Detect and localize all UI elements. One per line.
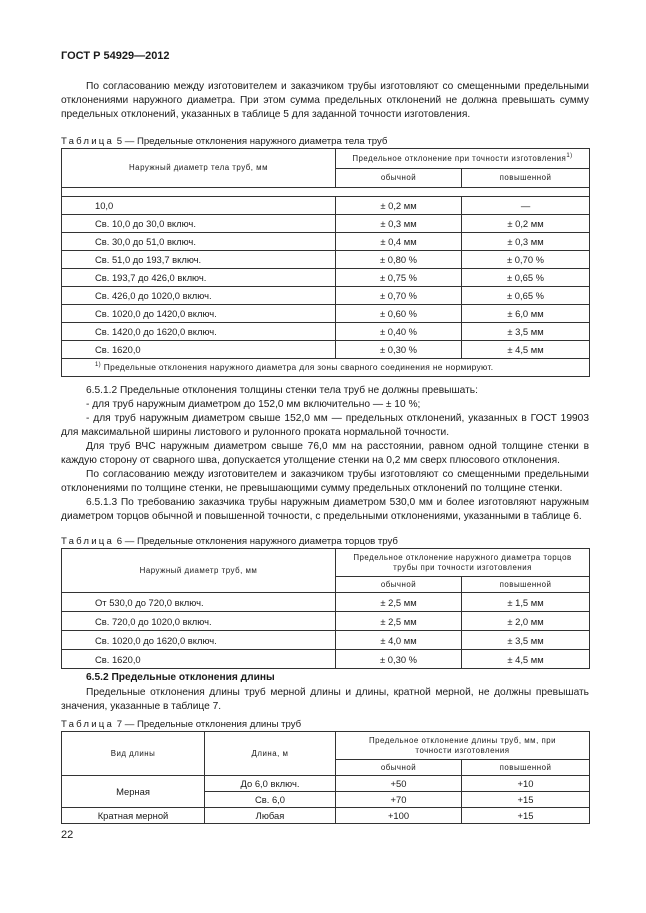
cell-high: ± 0,3 мм — [462, 233, 590, 251]
cell-normal: ± 0,30 % — [336, 341, 462, 359]
table-5-footnote: $^{1)}$ Предельные отклонения наружного диаметра для зоны сварного соединения не нормируют. — [62, 359, 590, 377]
section-6-5-1-2-vchs-note: Для труб ВЧС наружным диаметром свыше 76,0 мм на расстоянии, равном одной толщине стенки в каждую сторону от сварного шва, допускается утолщение стенки на 0,2 мм сверх плюсового отклонения. — [61, 441, 589, 466]
cell-normal: ± 0,60 % — [336, 305, 462, 323]
table-6-header-group: Предельное отклонение наружного диаметра торцов трубы при точности изготовления — [336, 549, 590, 577]
table-6-header-high: повышенной — [462, 577, 590, 593]
section-6-5-2-heading: 6.5.2 Предельные отклонения длины — [86, 672, 275, 683]
table-5-caption — [61, 136, 387, 147]
cell-diameter: Св. 1620,0 — [62, 650, 336, 669]
section-6-5-1-2-item-1: - для труб наружным диаметром до 152,0 мм включительно — ± 10 %; — [86, 399, 421, 410]
cell-high: +15 — [462, 808, 590, 824]
table-6-caption — [61, 536, 398, 547]
table-5-header-diameter: Наружный диаметр тела труб, мм — [62, 149, 336, 188]
cell-normal: ± 4,0 мм — [336, 631, 462, 650]
cell-diameter: Св. 1020,0 до 1620,0 включ. — [62, 631, 336, 650]
cell-high: ± 2,0 мм — [462, 612, 590, 631]
table-7-header-kind: Вид длины — [62, 732, 205, 776]
table-row — [62, 323, 590, 341]
cell-high: ± 3,5 мм — [462, 631, 590, 650]
table-7-caption — [61, 719, 301, 730]
cell-diameter: Св. 426,0 до 1020,0 включ. — [62, 287, 336, 305]
cell-diameter: Св. 51,0 до 193,7 включ. — [62, 251, 336, 269]
cell-normal: +100 — [336, 808, 462, 824]
intro-paragraph: По согласованию между изготовителем и заказчиком трубы изготовляют со смещенными предельными отклонениями наружного диаметра. При этом сумма предельных отклонений не должна превышать сумму предельных отклонений, указанных в таблице 5 для заданной точности изготовления. — [61, 81, 589, 120]
cell-high: — — [462, 197, 590, 215]
table-row — [62, 650, 590, 669]
table-row — [62, 233, 590, 251]
cell-high: ± 4,5 мм — [462, 341, 590, 359]
table-6-caption-word: Таблица — [61, 536, 115, 547]
cell-high: ± 0,2 мм — [462, 215, 590, 233]
table-6 — [61, 548, 590, 669]
table-7-caption-text: 7 — Предельные отклонения длины труб — [116, 719, 302, 730]
cell-diameter: Св. 193,7 до 426,0 включ. — [62, 269, 336, 287]
table-5-caption-text: 5 — Предельные отклонения наружного диаметра тела труб — [116, 136, 388, 147]
table-7-header-high: повышенной — [462, 760, 590, 776]
table-row — [62, 287, 590, 305]
table-row — [62, 776, 590, 792]
table-row — [62, 197, 590, 215]
table-row — [62, 341, 590, 359]
table-5-footnote-mark: 1) — [95, 362, 102, 368]
cell-diameter: Св. 1420,0 до 1620,0 включ. — [62, 323, 336, 341]
table-5-spacer — [62, 188, 590, 197]
cell-diameter: Св. 10,0 до 30,0 включ. — [62, 215, 336, 233]
cell-length: Св. 6,0 — [205, 792, 336, 808]
table-5 — [61, 148, 590, 377]
table-7-caption-word: Таблица — [61, 719, 115, 730]
cell-high: +15 — [462, 792, 590, 808]
cell-high: +10 — [462, 776, 590, 792]
table-7-header-group: Предельное отклонение длины труб, мм, при точности изготовления — [336, 732, 590, 760]
cell-kind: Мерная — [62, 776, 205, 808]
table-row — [62, 215, 590, 233]
section-6-5-1-2-agreement: По согласованию между изготовителем и заказчиком трубы изготовляют со смещенными предельными отклонениями по толщине стенки, не превышающими сумму предельных отклонений по толщине стенки. — [61, 469, 589, 494]
cell-normal: ± 0,80 % — [336, 251, 462, 269]
cell-length: Любая — [205, 808, 336, 824]
cell-high: ± 0,70 % — [462, 251, 590, 269]
cell-normal: ± 0,70 % — [336, 287, 462, 305]
section-6-5-1-2-intro: 6.5.1.2 Предельные отклонения толщины стенки тела труб не должны превышать: — [86, 385, 478, 396]
cell-normal: ± 0,40 % — [336, 323, 462, 341]
cell-normal: ± 0,30 % — [336, 650, 462, 669]
cell-diameter: 10,0 — [62, 197, 336, 215]
section-6-5-1-2-item-2: - для труб наружным диаметром свыше 152,0 мм — предельных отклонений, указанных в ГОСТ 19903 для максимальной ширины листового и рулонного проката нормальной точности. — [61, 413, 589, 438]
table-6-header-normal: обычной — [336, 577, 462, 593]
cell-normal: ± 0,3 мм — [336, 215, 462, 233]
table-row — [62, 808, 590, 824]
cell-diameter: Св. 720,0 до 1020,0 включ. — [62, 612, 336, 631]
table-7-header-length: Длина, м — [205, 732, 336, 776]
table-5-header-high: повышенной — [462, 169, 590, 188]
cell-diameter: Св. 1620,0 — [62, 341, 336, 359]
table-row — [62, 612, 590, 631]
table-row — [62, 269, 590, 287]
table-7-header-normal: обычной — [336, 760, 462, 776]
page-header-standard: ГОСТ Р 54929—2012 — [61, 50, 170, 62]
section-6-5-1-3: 6.5.1.3 По требованию заказчика трубы наружным диаметром 530,0 мм и более изготовляют наружным диаметром торцов обычной и повышенной точности, с предельными отклонениями, указанными в таблице 6. — [61, 497, 589, 522]
table-row — [62, 305, 590, 323]
table-6-header-diameter: Наружный диаметр труб, мм — [62, 549, 336, 593]
table-5-header-footnote-mark: 1) — [566, 152, 573, 159]
table-row — [62, 251, 590, 269]
page-number: 22 — [61, 829, 74, 841]
table-5-caption-word: Таблица — [61, 136, 115, 147]
table-row — [62, 593, 590, 612]
cell-high: ± 1,5 мм — [462, 593, 590, 612]
cell-normal: ± 2,5 мм — [336, 612, 462, 631]
table-6-caption-text: 6 — Предельные отклонения наружного диаметра торцов труб — [116, 536, 398, 547]
cell-length: До 6,0 включ. — [205, 776, 336, 792]
cell-high: ± 0,65 % — [462, 269, 590, 287]
cell-normal: +70 — [336, 792, 462, 808]
cell-high: ± 4,5 мм — [462, 650, 590, 669]
table-7 — [61, 731, 590, 824]
cell-diameter: Св. 1020,0 до 1420,0 включ. — [62, 305, 336, 323]
cell-diameter: Св. 30,0 до 51,0 включ. — [62, 233, 336, 251]
cell-high: ± 3,5 мм — [462, 323, 590, 341]
cell-high: ± 6,0 мм — [462, 305, 590, 323]
section-6-5-2-text: Предельные отклонения длины труб мерной длины и длины, кратной мерной, не должны превышать значения, указанные в таблице 7. — [61, 687, 589, 712]
cell-normal: ± 2,5 мм — [336, 593, 462, 612]
cell-kind: Кратная мерной — [62, 808, 205, 824]
cell-normal: ± 0,75 % — [336, 269, 462, 287]
cell-high: ± 0,65 % — [462, 287, 590, 305]
table-5-header-group: Предельное отклонение при точности изготовления$^{1)}$ — [336, 149, 590, 169]
cell-normal: ± 0,2 мм — [336, 197, 462, 215]
cell-diameter: От 530,0 до 720,0 включ. — [62, 593, 336, 612]
table-5-header-normal: обычной — [336, 169, 462, 188]
cell-normal: +50 — [336, 776, 462, 792]
table-row — [62, 631, 590, 650]
cell-normal: ± 0,4 мм — [336, 233, 462, 251]
